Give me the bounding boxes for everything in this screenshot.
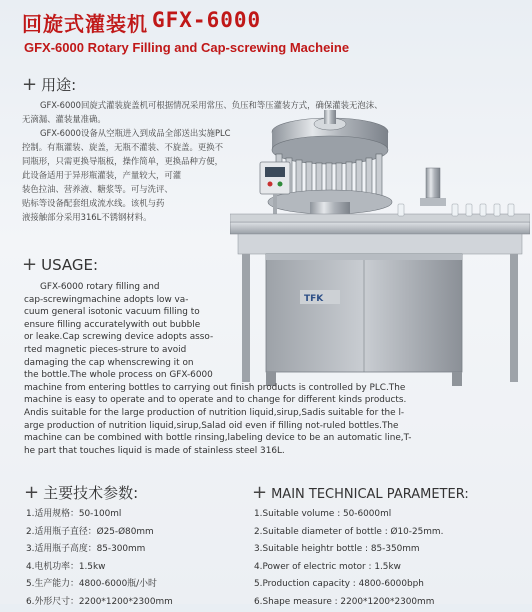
list-item: 2.适用瓶子直径：Ø25-Ø80mm (26, 526, 154, 537)
plus-icon: + (22, 74, 38, 95)
title-en: GFX-6000 Rotary Filling and Cap-screwing Macheine (24, 40, 350, 55)
list-item: 6.外形尺寸：2200*1200*2300mm (26, 596, 173, 607)
plus-icon: + (252, 482, 268, 503)
params-en-list (254, 506, 443, 612)
list-item: 1.适用规格：50-100ml (26, 509, 122, 519)
params-cn-list (26, 506, 173, 612)
purpose-heading: + 用途: (22, 74, 77, 95)
title-cn: 回旋式灌装机 (22, 12, 148, 36)
plus-icon: + (24, 482, 40, 503)
list-item: 2.Suitable diameter of bottle : Ø10-25mm. (254, 526, 444, 537)
list-item: 4.Power of electric motor : 1.5kw (254, 561, 401, 572)
list-item: 6.Shape measure : 2200*1200*2300mm (254, 596, 435, 607)
model-number: GFX-6000 (152, 8, 262, 32)
list-item: 1.Suitable volume : 50-6000ml (254, 509, 392, 519)
list-item: 4.电机功率：1.5kw (26, 561, 106, 572)
params-cn-heading: + 主要技术参数: (24, 482, 139, 503)
usage-paragraph: GFX-6000 rotary filling and cap-screwingmachine adopts low va- cuum general isotonic vacuum filling to ensure filling accuratelywith out bubble or leake.Cap screwing device adopts asso- rted magnetic pieces-strure to avoid damaging the cap whenscrewing it on the bottle.The whole process on GFX-6000 machine from entering bottles to carrying out finish products is controlled by PLC.The machine is easy to operate and to operate and to change for different kinds products. Andis suitable for the large production of nutrition liquid,sirup,Sadis suitable for the l- arge production of nutrition liquid,sirup,Salad oid even if filling not-ruled bottles.The machine can be combined with bottle rinsing,labeling device to be an automatic line,T- he part that touches liquid is made of stainless steel 316L. (24, 282, 412, 456)
plus-icon: + (22, 254, 38, 275)
list-item: 3.适用瓶子高度：85-300mm (26, 544, 146, 555)
params-en-heading: + MAIN TECHNICAL PARAMETER: (252, 482, 469, 503)
list-item: 5.Production capacity : 4800-6000bph (254, 579, 424, 590)
list-item: 3.Suitable heightr bottle : 85-350mm (254, 544, 420, 555)
usage-heading: + USAGE: (22, 254, 99, 275)
list-item: 5.生产能力：4800-6000瓶/小时 (26, 579, 157, 590)
purpose-paragraph: GFX-6000回旋式灌装旋盖机可根据情况采用常压、负压和等压灌装方式，确保灌装无泡沫、 无滴漏、灌装量准确。 GFX-6000设备从空瓶进入到成品全部送出实施PLC 控制。有瓶灌装、旋盖，无瓶不灌装、不旋盖。更换不 同瓶形，只需更换导瓶板，操作简单，更换品种方便， 此设备适用于异形瓶灌装，产量较大，可灌 装色拉油、营养液、糖浆等。可与洗评、 贴标等设备配套组成流水线。该机与药 液接触部分采用316L不锈钢材料。 (22, 100, 383, 222)
brand-label: TFK (304, 294, 324, 304)
